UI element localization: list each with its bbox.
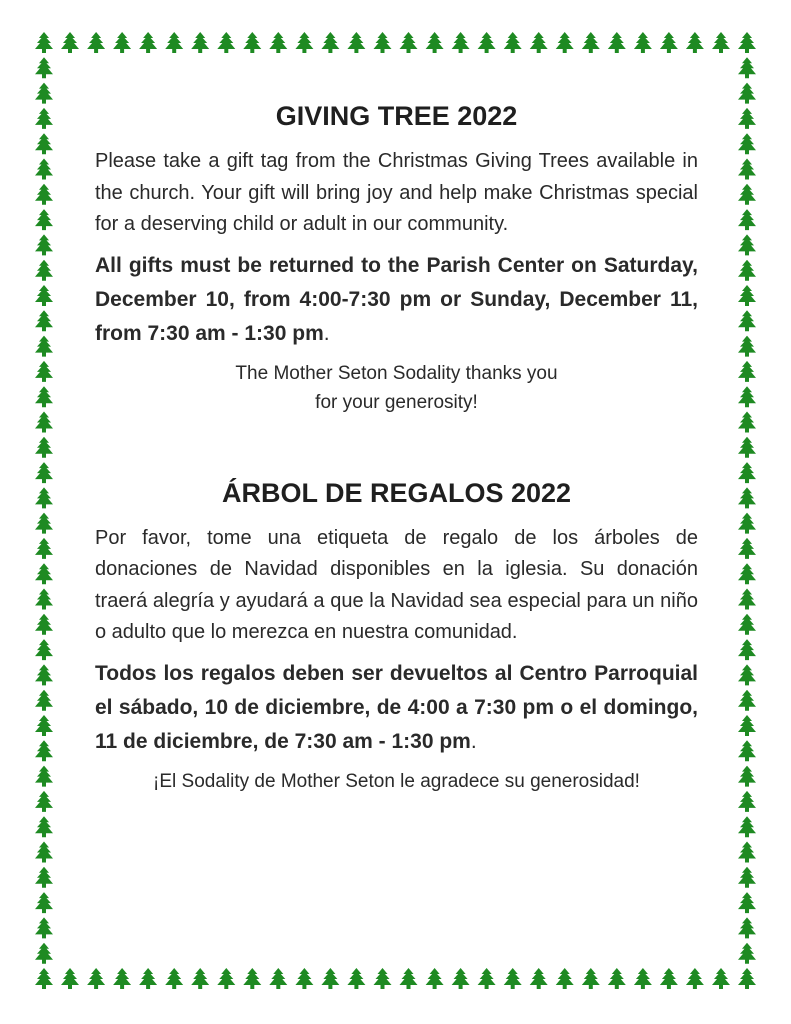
christmas-tree-icon: [738, 968, 756, 989]
christmas-tree-icon: [35, 791, 53, 812]
christmas-tree-icon: [556, 968, 574, 989]
christmas-tree-icon: [35, 842, 53, 863]
christmas-tree-icon: [426, 32, 444, 53]
christmas-tree-icon: [35, 184, 53, 205]
christmas-tree-icon: [35, 740, 53, 761]
christmas-tree-icon: [738, 867, 756, 888]
christmas-tree-icon: [738, 83, 756, 104]
christmas-tree-icon: [582, 32, 600, 53]
christmas-tree-icon: [738, 614, 756, 635]
english-thanks-line1: The Mother Seton Sodality thanks you: [235, 362, 558, 384]
english-title: GIVING TREE 2022: [275, 101, 518, 131]
christmas-tree-icon: [738, 563, 756, 584]
christmas-tree-icon: [660, 32, 678, 53]
christmas-tree-icon: [35, 437, 53, 458]
christmas-tree-icon: [191, 32, 209, 53]
christmas-tree-icon: [738, 361, 756, 382]
christmas-tree-icon: [452, 968, 470, 989]
christmas-tree-icon: [452, 32, 470, 53]
christmas-tree-icon: [400, 968, 418, 989]
christmas-tree-icon: [165, 968, 183, 989]
christmas-tree-icon: [35, 386, 53, 407]
christmas-tree-icon: [738, 664, 756, 685]
christmas-tree-icon: [35, 715, 53, 736]
christmas-tree-icon: [35, 563, 53, 584]
christmas-tree-icon: [35, 32, 53, 53]
spanish-thanks: ¡El Sodality de Mother Seton le agradece su generosidad!: [153, 770, 640, 792]
christmas-tree-icon: [35, 108, 53, 129]
christmas-tree-icon: [35, 209, 53, 230]
christmas-tree-icon: [504, 32, 522, 53]
christmas-tree-icon: [738, 766, 756, 787]
english-return-text: All gifts must be returned to the Parish Center on Saturday, December 10, from 4:00-7:30 pm or Sunday, December 11, from 7:30 am - 1:30 pm: [95, 253, 698, 345]
christmas-tree-icon: [35, 867, 53, 888]
christmas-tree-icon: [61, 968, 79, 989]
christmas-tree-icon: [113, 968, 131, 989]
christmas-tree-icon: [35, 943, 53, 964]
christmas-tree-icon: [35, 412, 53, 433]
christmas-tree-icon: [35, 310, 53, 331]
spanish-return-instructions: [95, 657, 698, 759]
christmas-tree-icon: [738, 917, 756, 938]
christmas-tree-icon: [738, 32, 756, 53]
christmas-tree-icon: [269, 968, 287, 989]
english-thanks-line2: for your generosity!: [315, 391, 478, 413]
christmas-tree-icon: [738, 487, 756, 508]
christmas-tree-icon: [35, 234, 53, 255]
christmas-tree-icon: [35, 285, 53, 306]
christmas-tree-icon: [478, 32, 496, 53]
christmas-tree-icon: [738, 589, 756, 610]
christmas-tree-icon: [738, 108, 756, 129]
christmas-tree-icon: [35, 917, 53, 938]
english-return-instructions: [95, 249, 698, 351]
christmas-tree-icon: [712, 32, 730, 53]
christmas-tree-icon: [400, 32, 418, 53]
christmas-tree-icon: [35, 892, 53, 913]
christmas-tree-icon: [113, 32, 131, 53]
christmas-tree-icon: [165, 32, 183, 53]
christmas-tree-icon: [634, 968, 652, 989]
christmas-tree-icon: [478, 968, 496, 989]
christmas-tree-icon: [295, 32, 313, 53]
spanish-return-period: .: [470, 729, 477, 753]
christmas-tree-icon: [738, 462, 756, 483]
christmas-tree-icon: [738, 639, 756, 660]
christmas-tree-icon: [426, 968, 444, 989]
christmas-tree-icon: [738, 234, 756, 255]
christmas-tree-icon: [217, 32, 235, 53]
christmas-tree-icon: [582, 968, 600, 989]
english-return-period: .: [323, 321, 330, 345]
christmas-tree-icon: [35, 361, 53, 382]
christmas-tree-icon: [738, 412, 756, 433]
christmas-tree-icon: [35, 968, 53, 989]
christmas-tree-icon: [738, 209, 756, 230]
christmas-tree-icon: [321, 32, 339, 53]
christmas-tree-icon: [712, 968, 730, 989]
christmas-tree-icon: [738, 260, 756, 281]
christmas-tree-icon: [347, 968, 365, 989]
christmas-tree-icon: [35, 83, 53, 104]
christmas-tree-icon: [35, 816, 53, 837]
christmas-tree-icon: [87, 32, 105, 53]
christmas-tree-icon: [738, 513, 756, 534]
christmas-tree-icon: [35, 513, 53, 534]
christmas-tree-icon: [35, 336, 53, 357]
christmas-tree-icon: [634, 32, 652, 53]
christmas-tree-icon: [269, 32, 287, 53]
christmas-tree-icon: [738, 57, 756, 78]
christmas-tree-icon: [738, 336, 756, 357]
christmas-tree-icon: [295, 968, 313, 989]
christmas-tree-icon: [217, 968, 235, 989]
spanish-intro: Por favor, tome una etiqueta de regalo de los árboles de donaciones de Navidad disponibles en la iglesia. Su donación traerá alegría y ayudará a que la Navidad sea especial para un niño o adulto que lo merezca en nuestra comunidad.: [95, 526, 698, 643]
christmas-tree-icon: [608, 968, 626, 989]
christmas-tree-icon: [35, 159, 53, 180]
christmas-tree-icon: [686, 968, 704, 989]
christmas-tree-icon: [738, 538, 756, 559]
christmas-tree-icon: [35, 57, 53, 78]
christmas-tree-icon: [35, 589, 53, 610]
christmas-tree-icon: [35, 260, 53, 281]
christmas-tree-icon: [738, 892, 756, 913]
christmas-tree-icon: [556, 32, 574, 53]
christmas-tree-icon: [35, 690, 53, 711]
christmas-tree-icon: [347, 32, 365, 53]
christmas-tree-icon: [738, 310, 756, 331]
christmas-tree-icon: [35, 766, 53, 787]
christmas-tree-icon: [738, 816, 756, 837]
christmas-tree-icon: [139, 32, 157, 53]
christmas-tree-icon: [35, 462, 53, 483]
english-thanks: [95, 359, 698, 417]
christmas-tree-icon: [139, 968, 157, 989]
christmas-tree-icon: [35, 133, 53, 154]
christmas-tree-icon: [374, 32, 392, 53]
english-intro: Please take a gift tag from the Christmas Giving Trees available in the church. Your gift will bring joy and help make Christmas special for a deserving child or adult in our community.: [95, 150, 698, 235]
christmas-tree-icon: [686, 32, 704, 53]
christmas-tree-icon: [504, 968, 522, 989]
christmas-tree-icon: [374, 968, 392, 989]
christmas-tree-icon: [61, 32, 79, 53]
christmas-tree-icon: [738, 386, 756, 407]
christmas-tree-icon: [321, 968, 339, 989]
christmas-tree-icon: [738, 715, 756, 736]
christmas-tree-icon: [87, 968, 105, 989]
christmas-tree-icon: [35, 614, 53, 635]
christmas-tree-icon: [191, 968, 209, 989]
christmas-tree-icon: [738, 690, 756, 711]
christmas-tree-icon: [738, 133, 756, 154]
christmas-tree-icon: [738, 740, 756, 761]
christmas-tree-icon: [530, 968, 548, 989]
christmas-tree-icon: [660, 968, 678, 989]
christmas-tree-icon: [243, 32, 261, 53]
christmas-tree-icon: [35, 538, 53, 559]
spanish-return-text: Todos los regalos deben ser devueltos al Centro Parroquial el sábado, 10 de diciembre, de 4:00 a 7:30 pm o el domingo, 11 de diciembre, de 7:30 am - 1:30 pm: [95, 661, 698, 753]
christmas-tree-icon: [608, 32, 626, 53]
spanish-title: ÁRBOL DE REGALOS 2022: [221, 477, 572, 508]
christmas-tree-icon: [738, 184, 756, 205]
flyer-content: [95, 96, 698, 797]
christmas-tree-icon: [738, 285, 756, 306]
christmas-tree-icon: [243, 968, 261, 989]
christmas-tree-icon: [35, 487, 53, 508]
christmas-tree-icon: [738, 791, 756, 812]
christmas-tree-icon: [738, 842, 756, 863]
christmas-tree-icon: [738, 437, 756, 458]
christmas-tree-icon: [530, 32, 548, 53]
christmas-tree-icon: [738, 943, 756, 964]
christmas-tree-icon: [35, 664, 53, 685]
christmas-tree-icon: [738, 159, 756, 180]
christmas-tree-icon: [35, 639, 53, 660]
